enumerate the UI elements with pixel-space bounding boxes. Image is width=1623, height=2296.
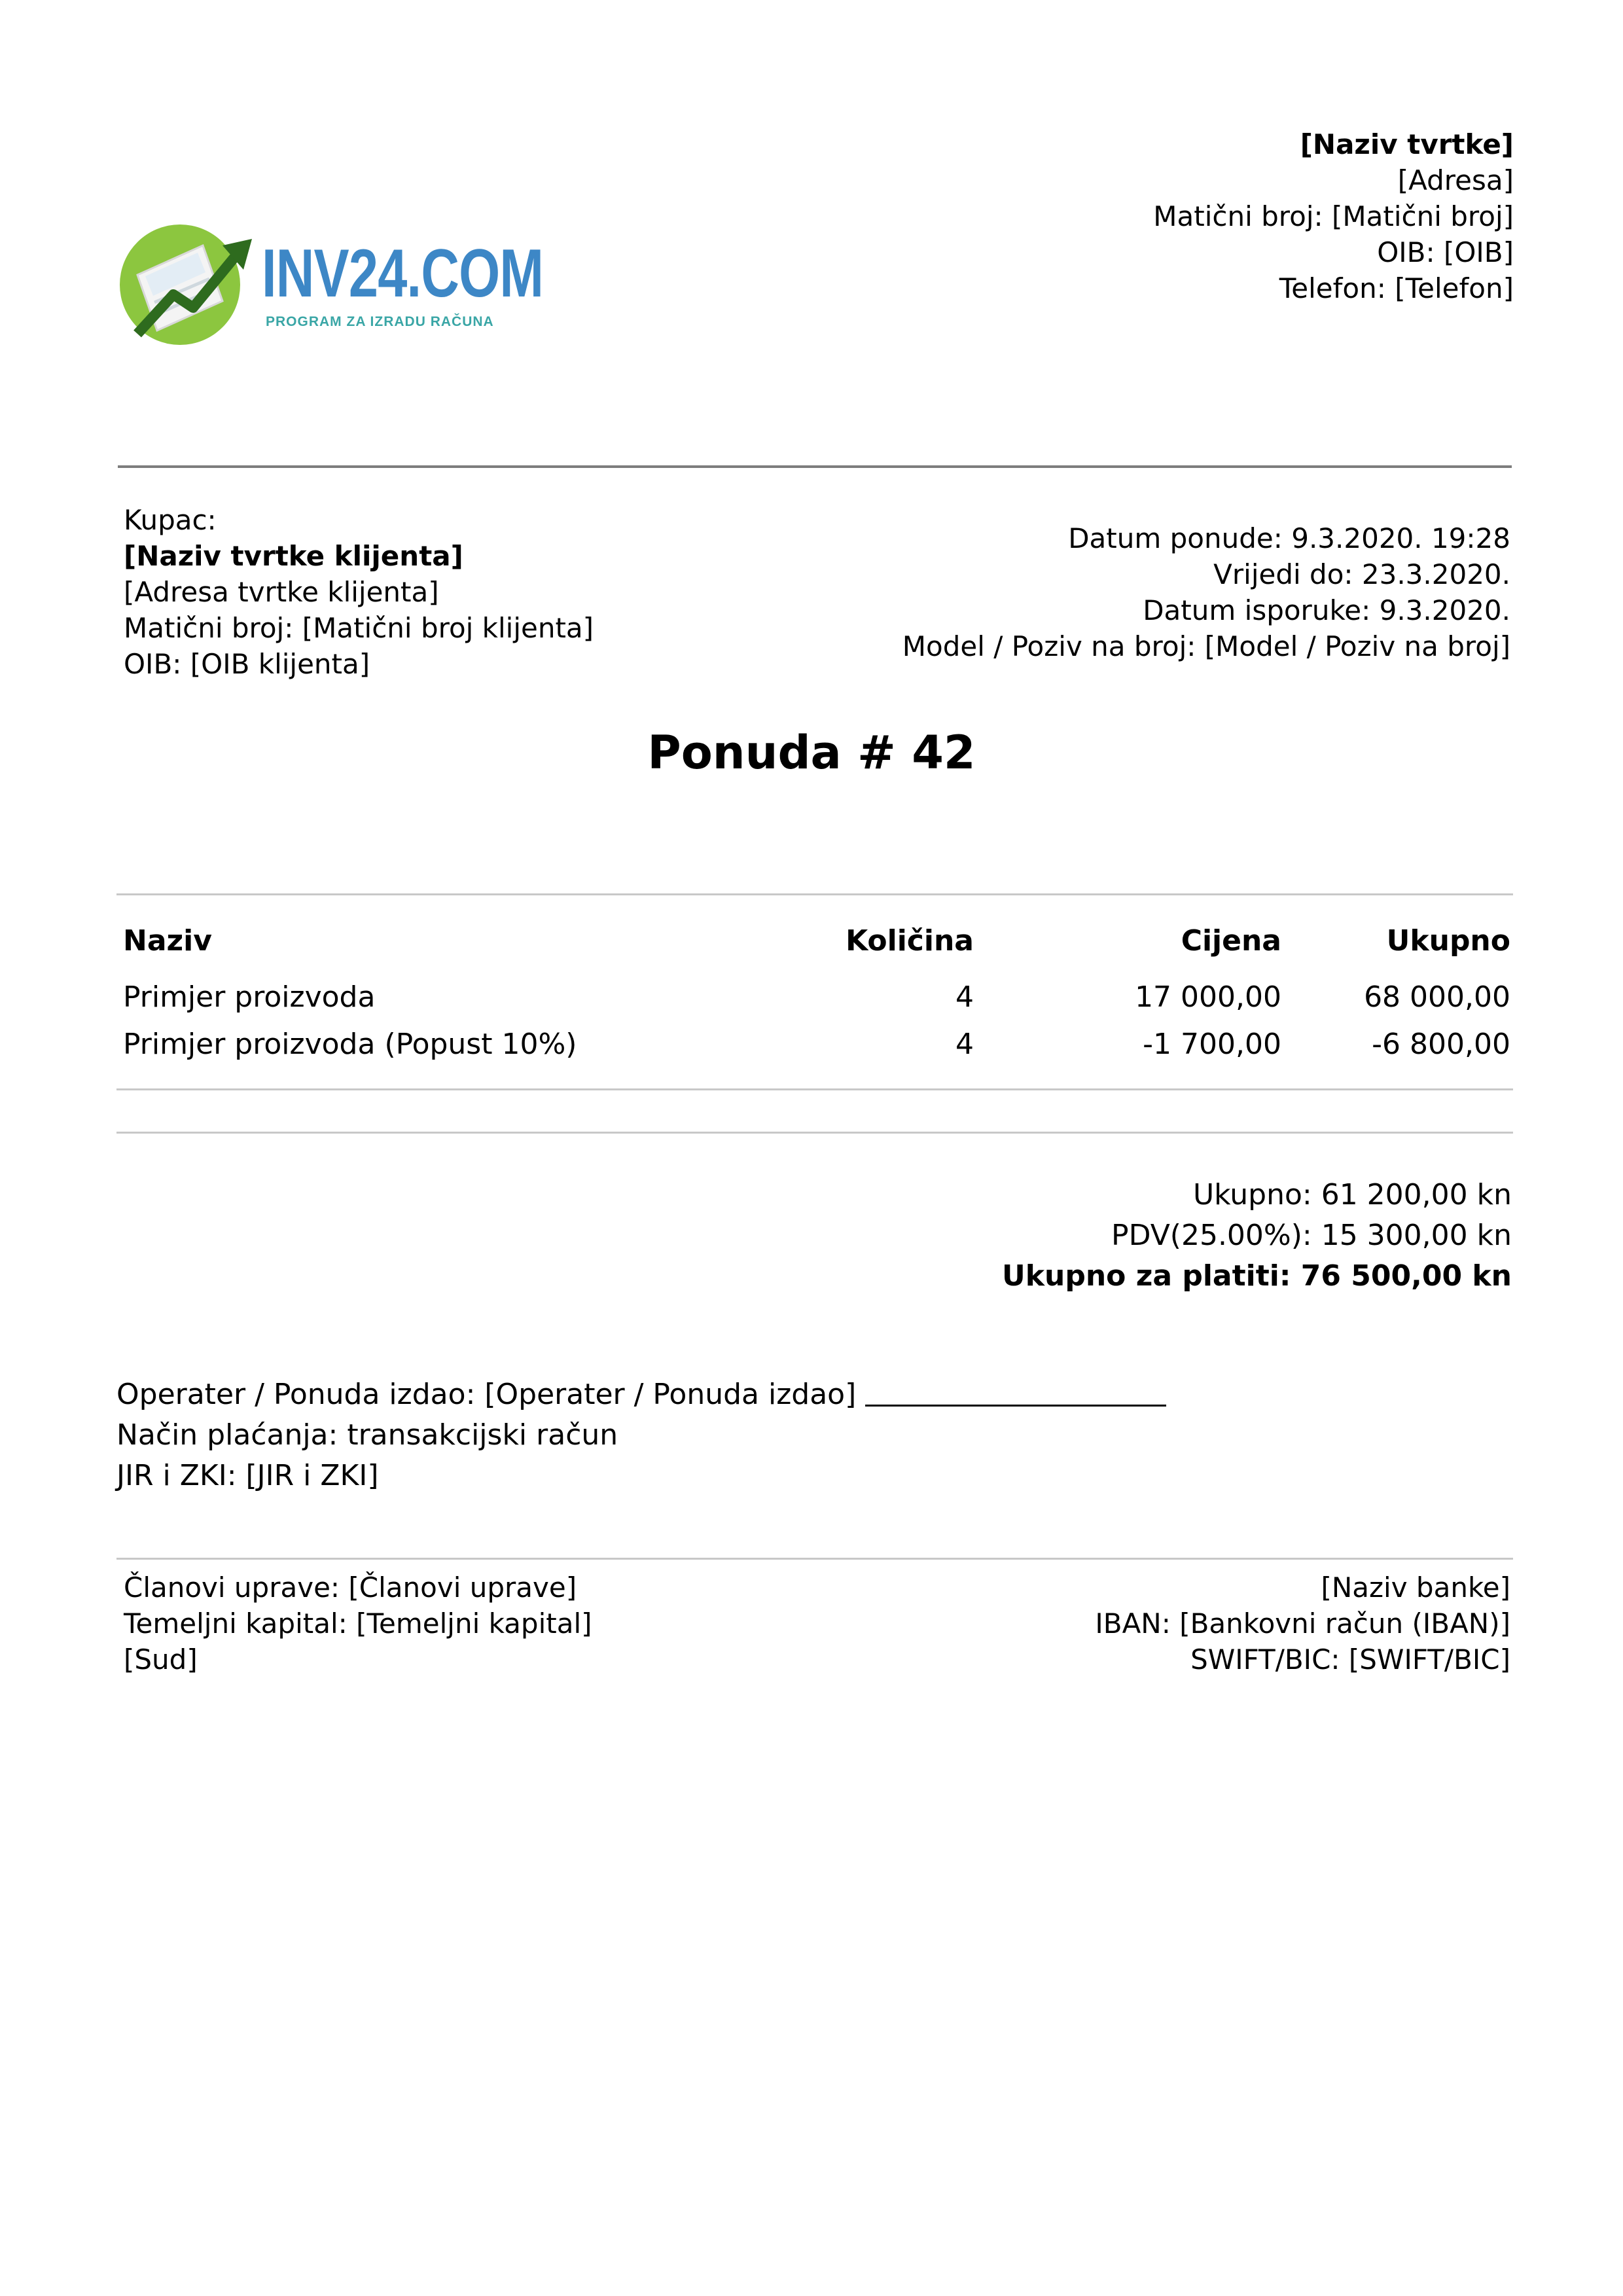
table-row — [123, 1022, 1510, 1067]
offer-dates — [725, 520, 1510, 664]
payment-method: Način plaćanja: transakcijski račun — [116, 1418, 618, 1452]
row-name: Primjer proizvoda — [123, 980, 376, 1014]
logo-tagline: PROGRAM ZA IZRADU RAČUNA — [266, 314, 494, 329]
row-qty: 4 — [955, 1028, 974, 1061]
jir-zki: JIR i ZKI: [JIR i ZKI] — [116, 1459, 379, 1492]
row-name: Primjer proizvoda (Popust 10%) — [123, 1028, 577, 1061]
row-total: -6 800,00 — [1372, 1028, 1510, 1061]
board-members: Članovi uprave: [Članovi uprave] — [124, 1571, 577, 1604]
operator-line — [116, 1374, 1294, 1415]
subtotal: Ukupno: 61 200,00 kn — [1192, 1178, 1512, 1211]
share-capital: Temeljni kapital: [Temeljni kapital] — [124, 1607, 592, 1640]
table-bottom-divider — [116, 1088, 1513, 1090]
company-phone: Telefon: [Telefon] — [1279, 272, 1514, 304]
totals-block — [726, 1175, 1512, 1297]
issuer-info — [116, 1374, 1294, 1496]
company-oib: OIB: [OIB] — [1377, 236, 1514, 268]
valid-until: Vrijedi do: 23.3.2020. — [1213, 558, 1510, 590]
header-divider — [118, 465, 1512, 468]
logo-graphic-icon — [118, 216, 255, 347]
footer-divider — [116, 1558, 1513, 1560]
client-reg-no: Matični broj: [Matični broj klijenta] — [124, 612, 594, 644]
bank-name: [Naziv banke] — [1321, 1571, 1510, 1604]
row-qty: 4 — [955, 980, 974, 1014]
iban: IBAN: [Bankovni račun (IBAN)] — [1095, 1607, 1510, 1640]
payment-reference: Model / Poziv na broj: [Model / Poziv na broj] — [902, 630, 1510, 662]
court-registry: [Sud] — [124, 1643, 198, 1676]
footer-company-legal — [124, 1570, 844, 1677]
company-address: [Adresa] — [1397, 164, 1514, 196]
delivery-date: Datum isporuke: 9.3.2020. — [1143, 594, 1510, 626]
row-total: 68 000,00 — [1364, 980, 1510, 1014]
col-header-price: Cijena — [1181, 924, 1281, 958]
company-reg-no: Matični broj: [Matični broj] — [1153, 200, 1514, 232]
company-name: [Naziv tvrtke] — [1300, 128, 1514, 160]
grand-total: Ukupno za platiti: 76 500,00 kn — [1002, 1259, 1512, 1293]
col-header-total: Ukupno — [1386, 924, 1510, 958]
client-label: Kupac: — [124, 504, 217, 536]
row-price: 17 000,00 — [1135, 980, 1281, 1014]
operator: Operater / Ponuda izdao: [Operater / Ponuda izdao] — [116, 1378, 857, 1411]
table-row — [123, 975, 1510, 1020]
col-header-name: Naziv — [123, 924, 212, 958]
table-top-divider — [116, 893, 1513, 895]
document-title: Ponuda # 42 — [647, 726, 976, 780]
footer-bank-info — [791, 1570, 1510, 1677]
vat-amount: PDV(25.00%): 15 300,00 kn — [1111, 1219, 1512, 1252]
logo-brand-text: INV24.COM — [262, 236, 544, 312]
client-oib: OIB: [OIB klijenta] — [124, 648, 370, 680]
client-name: [Naziv tvrtke klijenta] — [124, 540, 463, 572]
table-header-row — [123, 918, 1510, 964]
col-header-qty: Količina — [846, 924, 974, 958]
row-price: -1 700,00 — [1143, 1028, 1281, 1061]
company-info — [794, 126, 1514, 306]
swift-bic: SWIFT/BIC: [SWIFT/BIC] — [1190, 1643, 1510, 1676]
client-address: [Adresa tvrtke klijenta] — [124, 576, 439, 608]
offer-date: Datum ponude: 9.3.2020. 19:28 — [1068, 522, 1510, 554]
company-logo — [118, 216, 544, 347]
signature-line — [865, 1374, 1166, 1407]
totals-divider — [116, 1132, 1513, 1134]
